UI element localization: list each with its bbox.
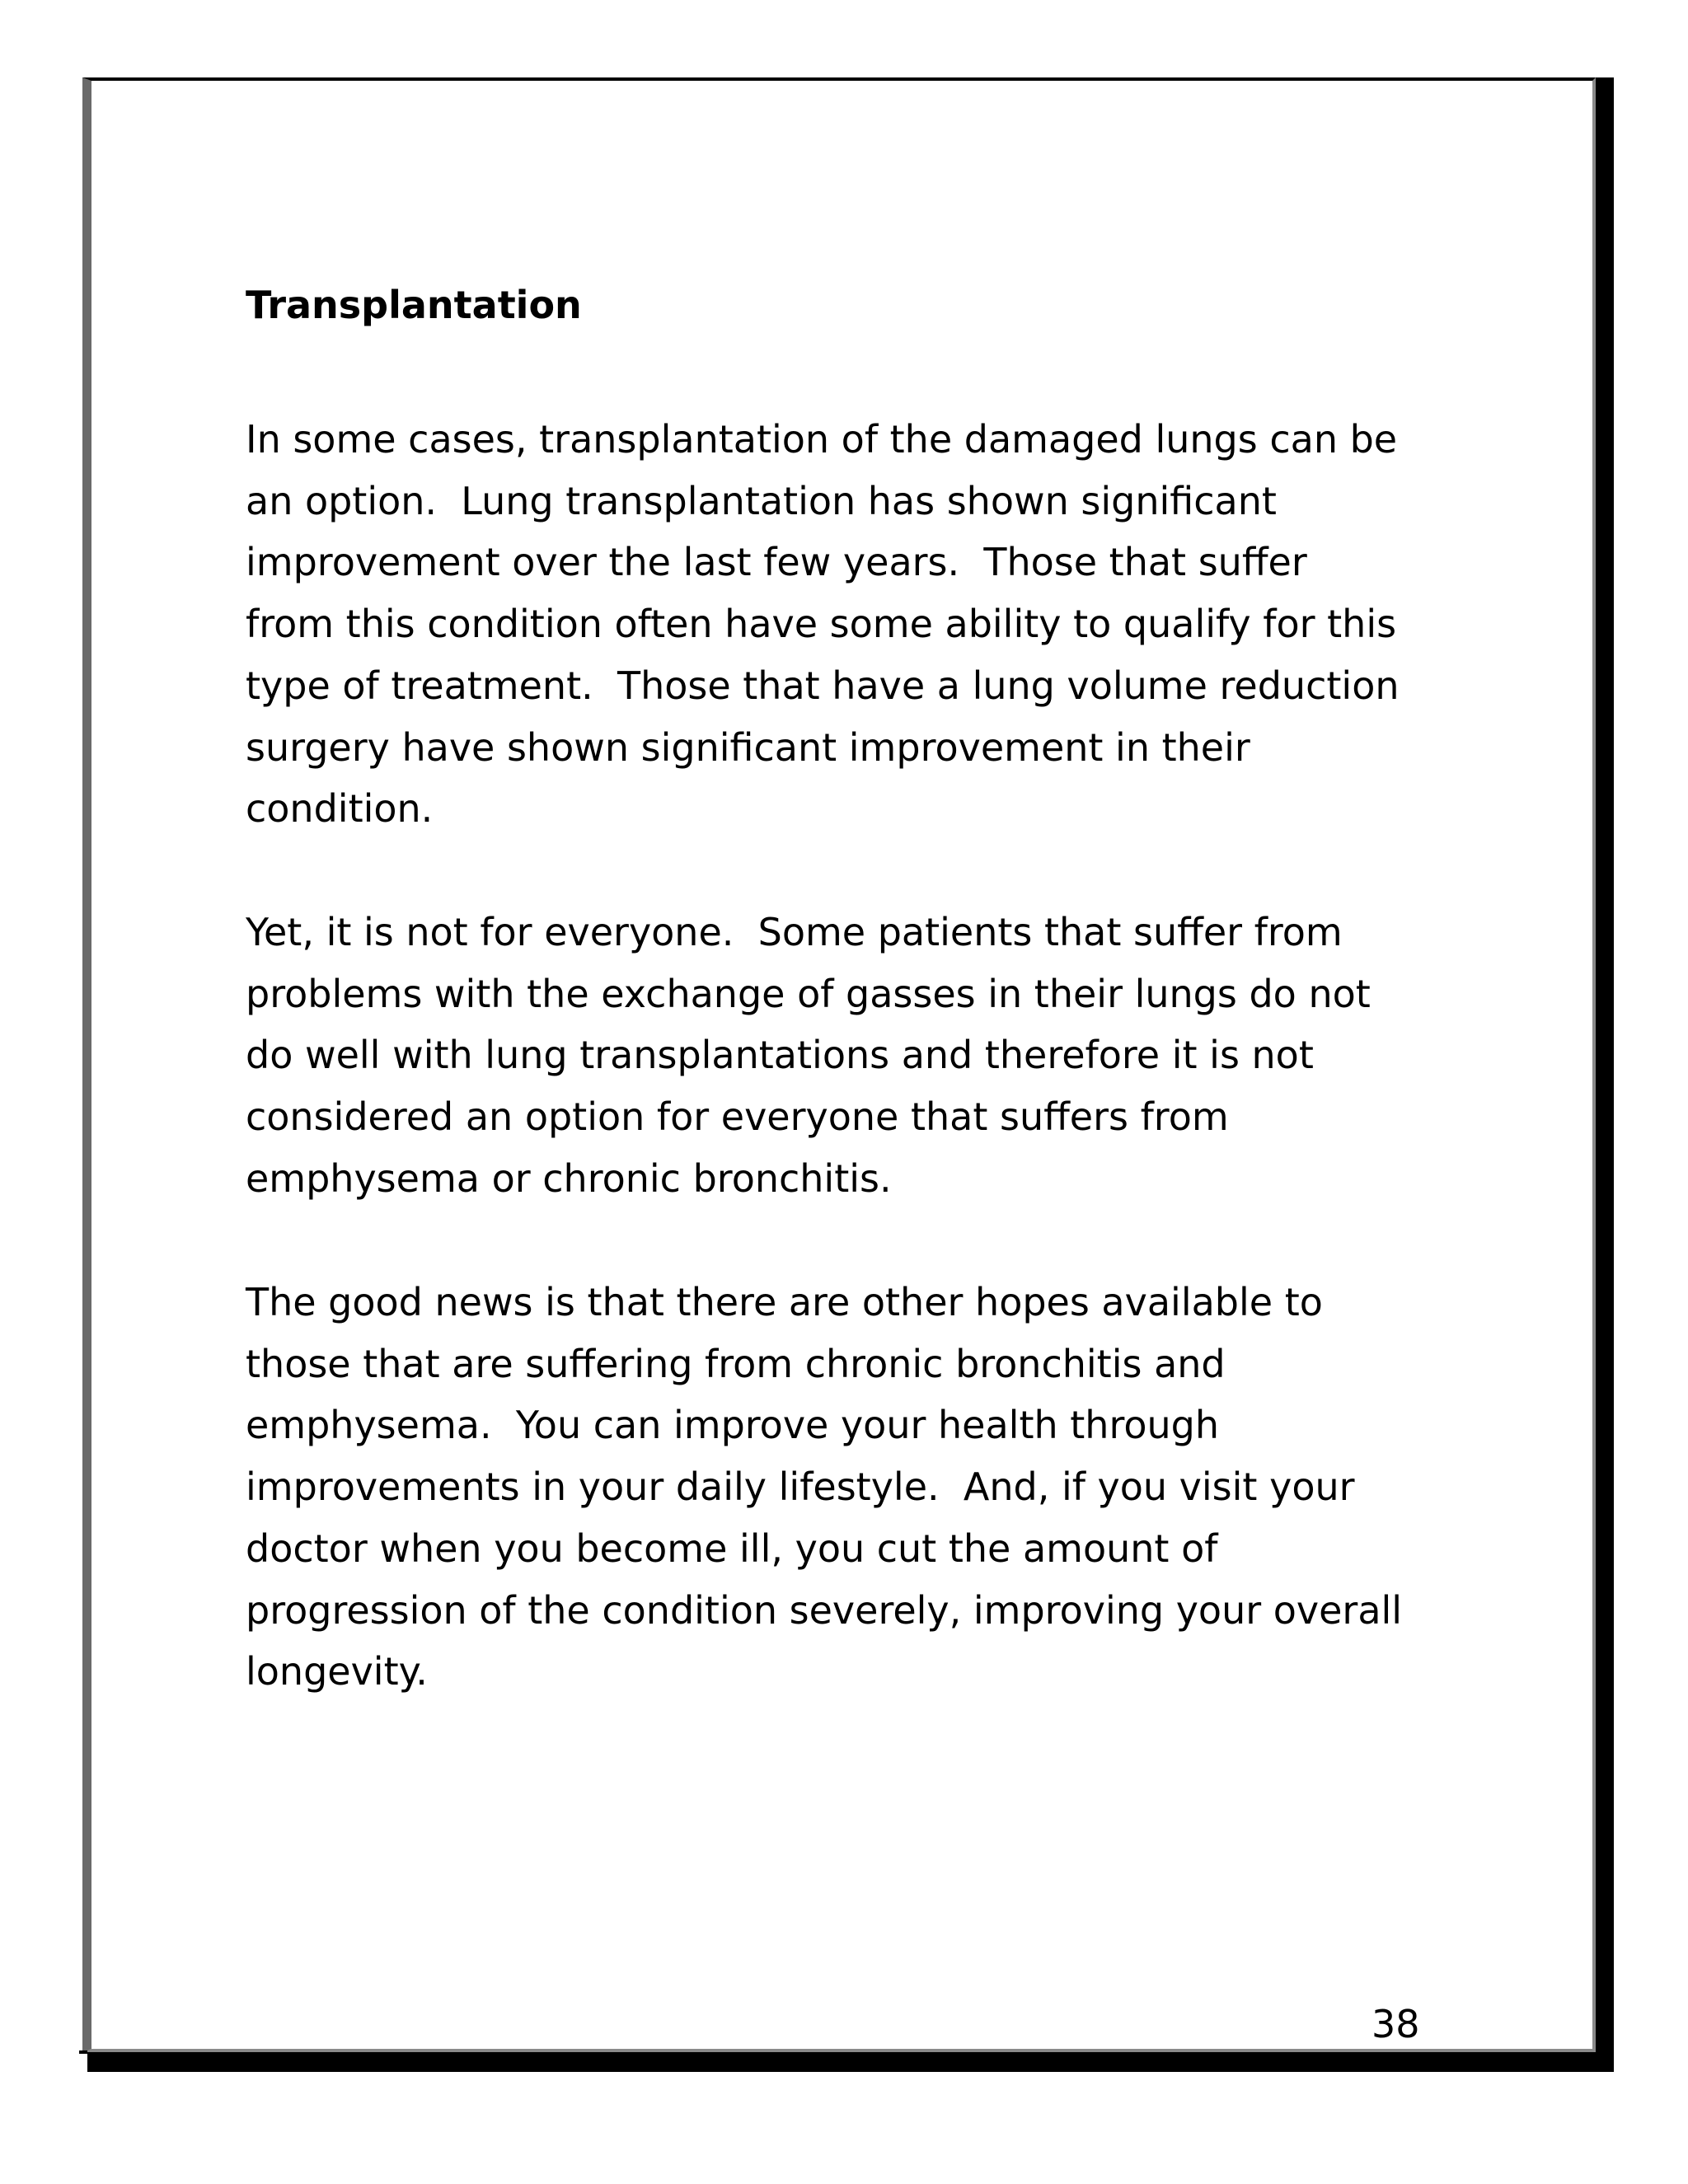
paragraph-line: emphysema. You can improve your health through	[246, 1403, 1219, 1448]
paragraph-line: type of treatment. Those that have a lung volume reduction	[246, 663, 1400, 708]
page-shadow-right	[1596, 77, 1614, 2072]
paragraph-line: problems with the exchange of gasses in their lungs do not	[246, 971, 1371, 1016]
paragraph-line: improvements in your daily lifestyle. And, if you visit your	[246, 1465, 1355, 1510]
paragraph-line: progression of the condition severely, improving your overall	[246, 1587, 1403, 1633]
paragraph-line: emphysema or chronic bronchitis.	[246, 1155, 892, 1201]
paragraph-line: an option. Lung transplantation has shown significant	[246, 478, 1277, 523]
page-shadow-bottom	[87, 2052, 1614, 2072]
paragraph-line: considered an option for everyone that suffers from	[246, 1094, 1229, 1140]
paragraph-line: do well with lung transplantations and therefore it is not	[246, 1033, 1314, 1078]
paragraph-line: surgery have shown significant improvement in their	[246, 724, 1250, 770]
paragraph-line: In some cases, transplantation of the damaged lungs can be	[246, 417, 1398, 462]
paragraph-line: condition.	[246, 786, 434, 832]
paragraph-line: longevity.	[246, 1649, 428, 1694]
frame-corner-tick	[79, 2050, 87, 2054]
paragraph-line: doctor when you become ill, you cut the amount of	[246, 1526, 1218, 1571]
paragraph-1	[246, 409, 1400, 840]
page-number: 38	[1372, 2002, 1420, 2046]
paragraph-line: The good news is that there are other hopes available to	[246, 1280, 1323, 1324]
paragraph-line: Yet, it is not for everyone. Some patients that suffer from	[246, 910, 1343, 954]
paragraph-3	[246, 1272, 1402, 1703]
section-heading: Transplantation	[246, 283, 582, 327]
paragraph-2	[246, 902, 1371, 1210]
paragraph-line: improvement over the last few years. Those that suffer	[246, 540, 1307, 585]
paragraph-line: from this condition often have some ability to qualify for this	[246, 602, 1397, 647]
paragraph-line: those that are suffering from chronic bronchitis and	[246, 1341, 1226, 1386]
